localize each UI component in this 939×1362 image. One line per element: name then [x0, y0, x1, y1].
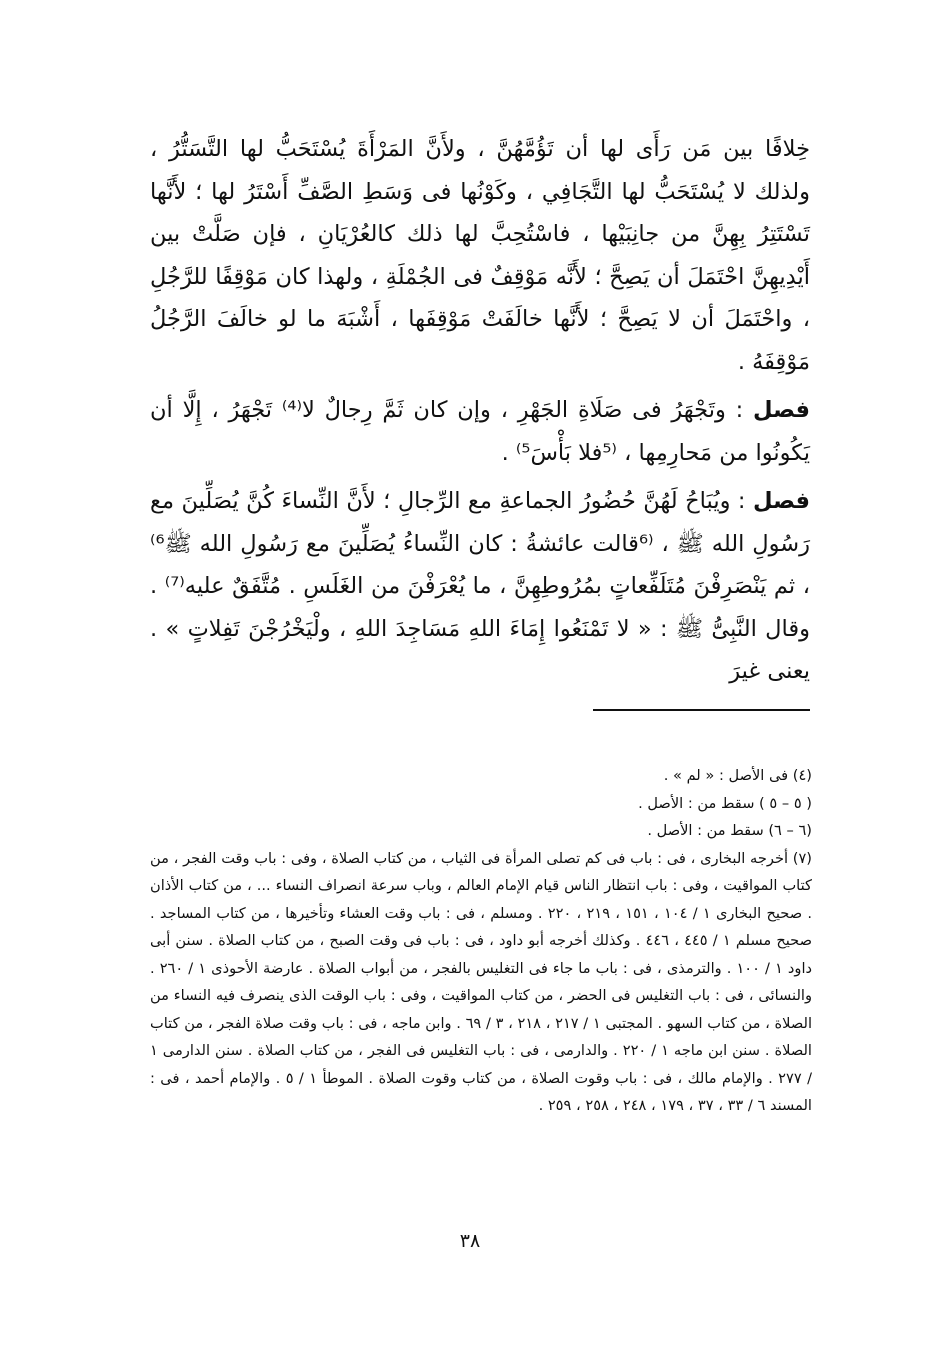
footnote-7: (٧) أخرجه البخارى ، فى : باب فى كم تصلى المرأة فى الثياب ، من كتاب الصلاة ، وفى : باب وقت الفجر ، من كتاب المواقيت ، وفى : باب انتظار الناس قيام الإمام العالم ، وباب سرعة انصراف النساء ... ، من كتاب الأذان . صحيح البخارى ١ / ١٠٤ ، ١٥١ ، ٢١٩ ، ٢٢٠ . ومسلم ، فى : باب وقت العشاء وتأخيرها ، من كتاب المساجد . صحيح مسلم ١ / ٤٤٥ ، ٤٤٦ . وكذلك أخرجه أبو داود ، فى : باب فى وقت الصبح ، من كتاب الصلاة . سنن أبى داود ١ / ١٠٠ . والترمذى ، فى : باب ما جاء فى التغليس بالفجر ، من أبواب الصلاة . عارضة الأحوذى ١ / ٢٦٠ . والنسائى ، فى : باب التغليس فى الحضر ، من كتاب المواقيت ، وفى : باب الوقت الذى ينصرف فيه النساء من الصلاة ، من كتاب السهو . المجتبى ١ / ٢١٧ ، ٢١٨ ، ٣ / ٦٩ . وابن ماجه ، فى : باب وقت صلاة الفجر ، من كتاب الصلاة . سنن ابن ماجه ١ / ٢٢٠ . والدارمى ، فى : باب التغليس فى الفجر ، من كتاب الصلاة . سنن الدارمى ١ / ٢٧٧ . والإمام مالك ، فى : باب وقوت الصلاة ، من كتاب وقوت الصلاة . الموطأ ١ / ٥ . والإمام أحمد ، فى : المسند ٦ / ٣٣ ، ٣٧ ، ١٧٩ ، ٢٤٨ ، ٢٥٨ ، ٢٥٩ . — [150, 849, 813, 1114]
paragraph-3 — [150, 480, 810, 693]
footnote-separator — [593, 709, 810, 711]
footnote-5: ( ٥ – ٥ ) سقط من : الأصل . — [638, 794, 812, 812]
page-number: ٣٨ — [459, 1230, 481, 1252]
paragraph-3-text: : ويُبَاحُ لَهُنَّ حُضُورُ الجماعةِ مع الرِّجالِ ؛ لأَنَّ النِّساءَ كُنَّ يُصَلِّينَ مع رَسُولِ الله ﷺ ، ⁽⁶قالت عائشةُ : كان النِّساءُ يُصَلِّينَ مع رَسُولِ الله ﷺ⁶⁾ ، ثم يَنْصَرِفْنَ مُتَلَفِّعاتٍ بمُرُوطِهِنَّ ، ما يُعْرَفْنَ من الغَلَسِ . مُتَّفَقٌ عليه⁽⁷⁾ . وقال النَّبِىُّ ﷺ : « لا تَمْنَعُوا إِمَاءَ اللهِ مَسَاجِدَ اللهِ ، ولْيَخْرُجْنَ تَفِلاتٍ » . يعنى غيرَ — [150, 488, 810, 684]
paragraph-2-text: : وتَجْهَرُ فى صَلَاةِ الجَهْرِ ، وإن كان ثَمَّ رِجالٌ لا⁽⁴⁾ تَجْهَرُ ، إِلَّا أن يَكُونُوا من مَحارِمِها ، ⁽⁵فلا بَأْسَ⁵⁾ . — [150, 397, 810, 466]
footnote-4: (٤) فى الأصل : « لم » . — [663, 767, 812, 784]
footnotes — [150, 762, 812, 1120]
section-heading-fasl-1: فصل — [753, 397, 810, 423]
paragraph-1-text: خِلافًا بين مَن رَأَى لها أن تَؤُمَّهُنَّ ، ولأَنَّ المَرْأَةَ يُسْتَحَبُّ لها التَّسَتُّرُ ، ولذلك لا يُسْتَحَبُّ لها التَّجَافِي ، وكَوْنُها فى وَسَطِ الصَّفِّ أَسْتَرُ لها ؛ لأَنَّها تَسْتَتِرُ بِهِنَّ من جانِبَيْها ، فاسْتُحِبَّ لها ذلك كالعُرْيَانِ ، فإن صَلَّتْ بين أَيْدِيهِنَّ احْتَمَلَ أن يَصِحَّ ؛ لأَنَّه مَوْقِفٌ فى الجُمْلَةِ ، ولهذا كان مَوْقِفًا للرَّجُلِ ، واحْتَمَلَ أن لا يَصِحَّ ؛ لأَنَّها خالَفَتْ مَوْقِفَها ، أَشْبَهَ ما لو خالَفَ الرَّجُلُ مَوْقِفَهُ . — [150, 136, 810, 375]
section-heading-fasl-2: فصل — [753, 488, 810, 514]
paragraph-2 — [150, 389, 810, 474]
paragraph-1 — [150, 128, 810, 383]
footnote-6: (٦ – ٦) سقط من : الأصل . — [647, 822, 812, 839]
main-text-body — [150, 128, 810, 693]
